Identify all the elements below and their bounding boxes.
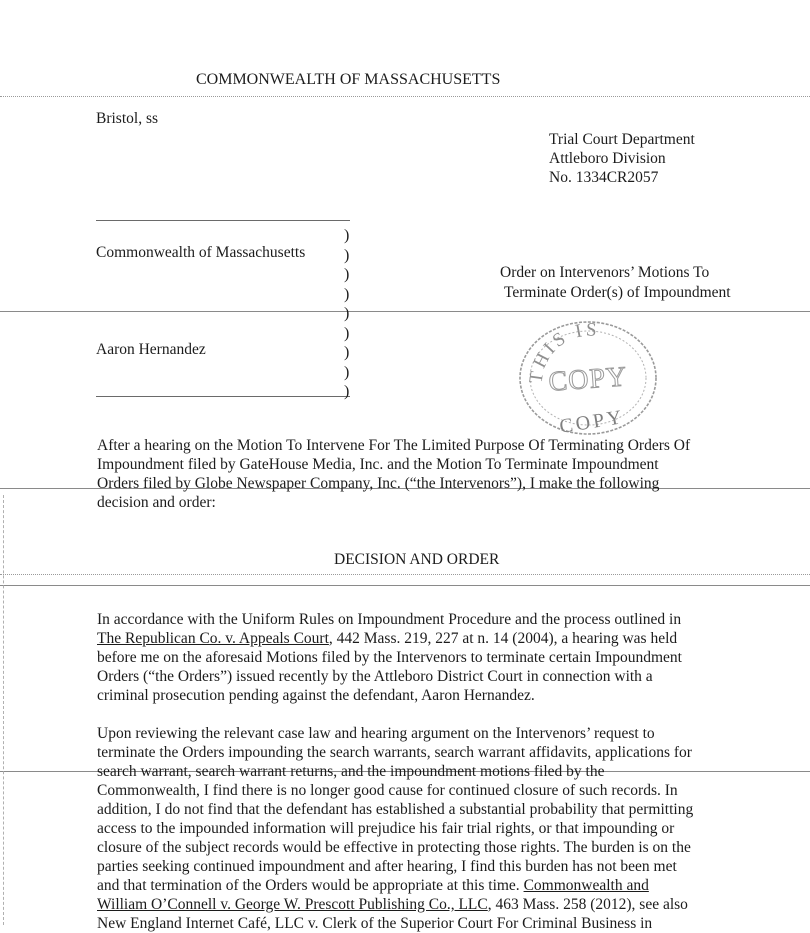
text-line: After a hearing on the Motion To Intervene For The Limited Purpose Of Terminating Orders Of <box>97 437 691 454</box>
text-line: Upon reviewing the relevant case law and hearing argument on the Intervenors’ request to <box>97 725 655 742</box>
court-state-heading: COMMONWEALTH OF MASSACHUSETTS <box>196 71 501 88</box>
intro-paragraph <box>97 436 747 512</box>
stamp-center-text: COPY <box>547 361 629 398</box>
text-line: The Republican Co. v. Appeals Court, 442 Mass. 219, 227 at n. 14 (2004), a hearing was held <box>97 630 678 647</box>
order-title-line-2: Terminate Order(s) of Impoundment <box>504 284 731 301</box>
county-label: Bristol, ss <box>96 110 159 127</box>
docket-number: No. 1334CR2057 <box>549 169 659 186</box>
text-line: access to the impounded information will prejudice his fair trial rights, or that impounding or <box>97 820 675 837</box>
caption-top-rule <box>96 220 350 221</box>
scan-edge-mark <box>3 495 4 925</box>
order-title-line-1: Order on Intervenors’ Motions To <box>500 264 710 281</box>
copy-stamp-seal <box>516 314 662 438</box>
case-citation: The Republican Co. v. Appeals Court <box>97 630 329 647</box>
text-line: New England Internet Café, LLC v. Clerk of the Superior Court For Criminal Business in <box>97 915 653 932</box>
text-line: decision and order: <box>97 494 216 511</box>
caption-parentheses: ) ) ) ) ) ) ) ) ) <box>344 227 350 400</box>
text-line: and that termination of the Orders would be appropriate at this time. Commonwealth and <box>97 877 649 894</box>
court-info-block <box>549 130 695 187</box>
defendant-name: Aaron Hernandez <box>96 341 206 358</box>
text-line: Orders (“the Orders”) issued recently by the Attleboro District Court in connection with a <box>97 668 653 685</box>
text-line: search warrant, search warrant returns, and the impoundment motions filed by the <box>97 763 605 780</box>
scan-line-top <box>0 96 810 97</box>
scan-line <box>0 574 810 575</box>
text-line: Commonwealth, I find there is no longer good cause for continued closure of such records. In <box>97 782 678 799</box>
text-line: parties seeking continued impoundment and after hearing, I find this burden has not been met <box>97 858 677 875</box>
text-line: criminal prosecution pending against the defendant, Aaron Hernandez. <box>97 687 535 704</box>
text-line: Orders filed by Globe Newspaper Company, Inc. (“the Intervenors”), I make the following <box>97 475 660 492</box>
text-line: William O’Connell v. George W. Prescott Publishing Co., LLC, 463 Mass. 258 (2012), see also <box>97 896 688 913</box>
court-division: Attleboro Division <box>549 150 666 167</box>
text-line: addition, I do not find that the defendant has established a substantial probability that permitting <box>97 801 694 818</box>
text-line: closure of the subject records would be effective in protecting those rights. The burden is on the <box>97 839 691 856</box>
plaintiff-name: Commonwealth of Massachusetts <box>96 244 306 261</box>
caption-bottom-rule <box>96 396 350 397</box>
text-line: Impoundment filed by GateHouse Media, Inc. and the Motion To Terminate Impoundment <box>97 456 659 473</box>
stamp-bottom-text: COPY <box>558 406 626 438</box>
stamp-top-text: THIS IS <box>525 319 601 385</box>
paragraph-1 <box>97 610 747 705</box>
text-line: In accordance with the Uniform Rules on Impoundment Procedure and the process outlined in <box>97 611 682 628</box>
scan-line <box>0 585 810 586</box>
case-citation: Commonwealth and <box>523 877 649 894</box>
scan-line <box>0 311 810 312</box>
text-line: terminate the Orders impounding the search warrants, search warrant affidavits, applications for <box>97 744 692 761</box>
decision-heading: DECISION AND ORDER <box>334 551 500 568</box>
case-citation: William O’Connell v. George W. Prescott Publishing Co., LLC <box>97 896 488 913</box>
paragraph-2 <box>97 724 747 933</box>
text-line: before me on the aforesaid Motions filed by the Intervenors to terminate certain Impoundment <box>97 649 682 666</box>
court-department: Trial Court Department <box>549 131 695 148</box>
